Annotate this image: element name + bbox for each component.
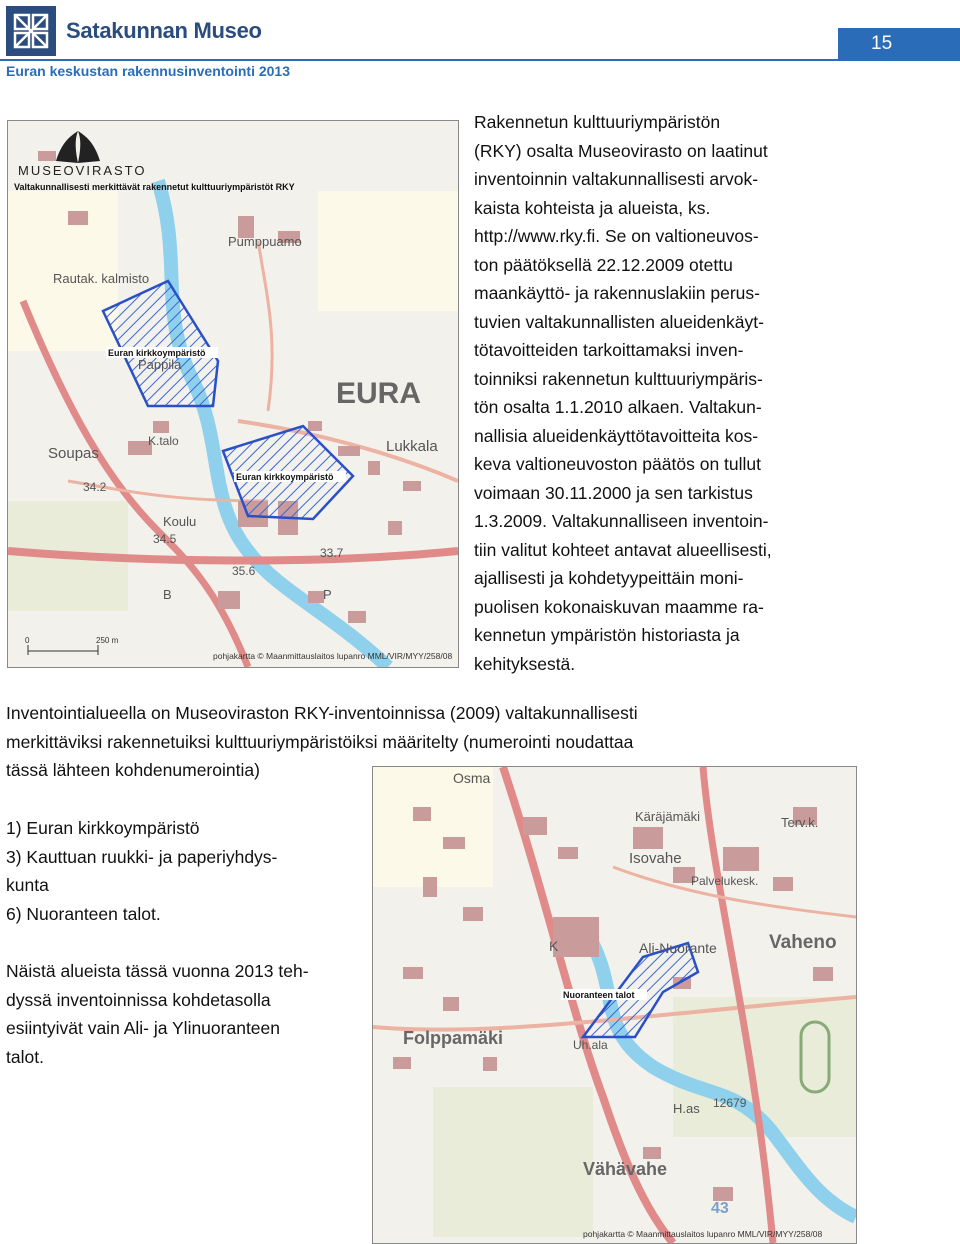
rky-description	[474, 108, 772, 678]
map2-place: 12679	[713, 1096, 747, 1110]
rky-map-eura-church	[7, 120, 459, 668]
note-paragraph	[6, 957, 309, 1071]
map1-place: 35.6	[232, 564, 256, 578]
map1-scale-zero: 0	[25, 636, 30, 645]
page-number-tab	[838, 28, 960, 60]
text-line: http://www.rky.fi. Se on valtioneuvos-	[474, 226, 759, 246]
museum-logo-icon	[6, 6, 56, 56]
rky-map-nuoranteen-talot	[372, 766, 857, 1244]
text-line: tön osalta 1.1.2010 alkaen. Valtakun-	[474, 397, 762, 417]
map2-place: Isovahe	[629, 850, 682, 867]
text-line: Rakennetun kulttuuriympäristön	[474, 112, 721, 132]
map2-place: Uh.ala	[573, 1038, 608, 1052]
map2-place: H.as	[673, 1101, 700, 1116]
map2-place: K	[549, 938, 559, 954]
map1-heading: Valtakunnallisesti merkittävät rakennetut kulttuuriympäristöt RKY	[14, 182, 295, 192]
map2-place: Vaheno	[769, 932, 837, 953]
map1-area-label-1: Euran kirkkoympäristö	[108, 348, 206, 358]
header-rule	[0, 59, 960, 61]
text-line: tiin valitut kohteet antavat alueellisesti,	[474, 539, 772, 560]
text-line: (RKY) osalta Museovirasto on laatinut	[474, 140, 768, 161]
text-line: dyssä inventoinnissa kohdetasolla	[6, 989, 271, 1010]
map2-place: Osma	[453, 770, 491, 786]
text-line: puolisen kokonaiskuvan maamme ra-	[474, 596, 764, 617]
map2-credit: pohjakartta © Maanmittauslaitos lupanro MML/VIR/MYY/258/08	[583, 1229, 823, 1239]
text-line: tötavoitteiden tarkoittamaksi inven-	[474, 340, 744, 360]
list-item: kunta	[6, 875, 49, 895]
map1-place: EURA	[336, 377, 422, 410]
map1-place: 33.7	[320, 546, 344, 560]
map1-place: P	[323, 587, 332, 602]
map1-place: Soupas	[48, 445, 99, 462]
list-item: 6) Nuoranteen talot.	[6, 903, 161, 924]
document-subtitle: Euran keskustan rakennusinventointi 2013	[6, 63, 290, 79]
map1-agency: MUSEOVIRASTO	[18, 163, 147, 178]
map2-place: Vähävahe	[583, 1159, 668, 1179]
brand-name: Satakunnan Museo	[66, 18, 262, 43]
text-line: merkittäviksi rakennetuiksi kulttuuriympäristöiksi määritelty (numerointi noudattaa	[6, 731, 634, 752]
map1-area-label-2: Euran kirkkoympäristö	[236, 472, 334, 482]
map1-place: K.talo	[148, 434, 179, 448]
text-line: Inventointialueella on Museoviraston RKY-inventoinnissa (2009) valtakunnallisesti	[6, 703, 638, 723]
map1-place: 34.5	[153, 532, 177, 546]
map1-place: 34.2	[83, 480, 107, 494]
map1-credit: pohjakartta © Maanmittauslaitos lupanro MML/VIR/MYY/258/08	[213, 651, 453, 661]
text-line: 1.3.2009. Valtakunnalliseen inventoin-	[474, 511, 769, 531]
text-line: Näistä alueista tässä vuonna 2013 teh-	[6, 961, 309, 981]
list-item: 1) Euran kirkkoympäristö	[6, 818, 200, 838]
page-number: 15	[871, 33, 893, 54]
text-line: kennetun ympäristön historiasta ja	[474, 625, 740, 645]
text-line: talot.	[6, 1046, 44, 1067]
map2-place: 43	[711, 1200, 729, 1217]
map2-place: Palvelukesk.	[691, 874, 759, 888]
text-line: voimaan 30.11.2000 ja sen tarkistus	[474, 482, 753, 503]
map1-place: B	[163, 587, 172, 602]
text-line: kehityksestä.	[474, 653, 576, 674]
text-line: inventoinnin valtakunnallisesti arvok-	[474, 169, 759, 189]
text-line: keva valtioneuvoston päätös on tullut	[474, 454, 761, 474]
map1-place: Pumppuamo	[228, 234, 302, 249]
map2-place: Ali-Nuorante	[639, 940, 717, 956]
text-line: tuvien valtakunnallisten alueidenkäyt-	[474, 311, 764, 332]
map2-place: Terv.k.	[781, 815, 819, 830]
text-line: esiintyivät vain Ali- ja Ylinuoranteen	[6, 1018, 281, 1038]
map1-place: Lukkala	[386, 438, 438, 455]
map2-place: Folppamäki	[403, 1028, 504, 1048]
map1-place: Rautak. kalmisto	[53, 271, 150, 286]
map1-place: Pappila	[138, 357, 182, 372]
text-line: nallisia alueidenkäyttötavoitteita kos-	[474, 425, 759, 446]
list-item: 3) Kauttuan ruukki- ja paperiyhdys-	[6, 846, 278, 867]
map1-place: Koulu	[163, 514, 197, 529]
text-line: ajallisesti ja kohdetyypeittäin moni-	[474, 568, 744, 588]
map2-area-label: Nuoranteen talot	[563, 990, 635, 1000]
map1-scale-label: 250 m	[96, 636, 119, 645]
text-line: maankäyttö- ja rakennuslakiin perus-	[474, 283, 760, 303]
map2-place: Käräjämäki	[635, 809, 701, 824]
text-line: toinniksi rakennetun kulttuuriympäris-	[474, 368, 763, 389]
text-line: ton päätöksellä 22.12.2009 otettu	[474, 254, 733, 275]
text-line: kaista kohteista ja alueista, ks.	[474, 197, 711, 218]
rky-area-list	[6, 814, 277, 928]
text-line: tässä lähteen kohdenumerointia)	[6, 760, 260, 780]
